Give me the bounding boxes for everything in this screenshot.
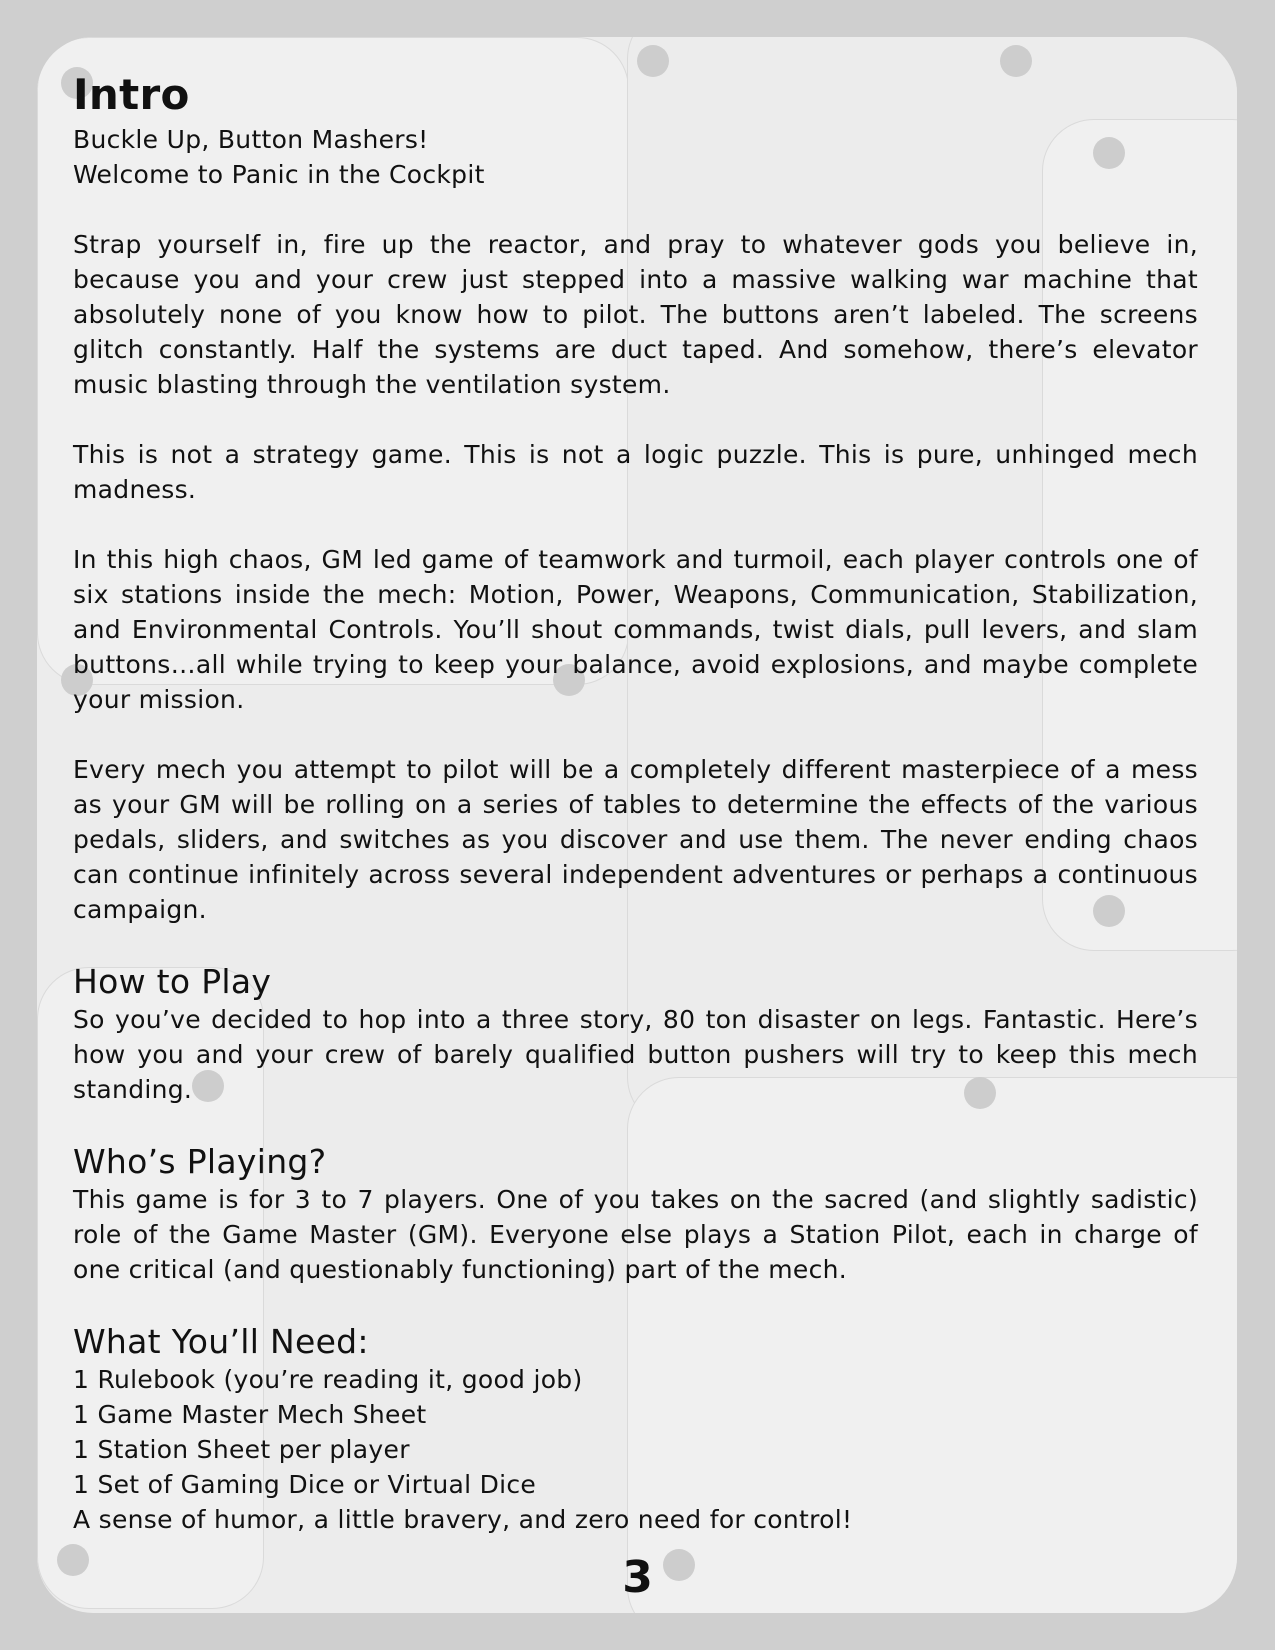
intro-subtitle: Buckle Up, Button Mashers! xyxy=(73,125,429,154)
intro-paragraph: Strap yourself in, fire up the reactor, and pray to whatever gods you believe in, because you and your crew just stepped into a massive walking war machine that absolutely none of you know how to pilot. The buttons aren’t labeled. The screens glitch constantly. Half the systems are duct taped. And somehow, there’s elevator music blasting through the ventilation system. xyxy=(73,230,1198,399)
needs-list xyxy=(73,1362,1198,1537)
whos-playing-heading: Who’s Playing? xyxy=(73,1142,327,1181)
list-item: 1 Set of Gaming Dice or Virtual Dice xyxy=(73,1470,537,1499)
how-to-play-heading: How to Play xyxy=(73,962,272,1001)
list-item: 1 Station Sheet per player xyxy=(73,1435,410,1464)
what-you-need-heading: What You’ll Need: xyxy=(73,1322,369,1361)
intro-paragraph: Every mech you attempt to pilot will be a completely different masterpiece of a mess as your GM will be rolling on a series of tables to determine the effects of the various pedals, sliders, and switches as you discover and use them. The never ending chaos can continue infinitely across several independent adventures or perhaps a continuous campaign. xyxy=(73,755,1198,924)
list-item: 1 Game Master Mech Sheet xyxy=(73,1400,427,1429)
list-item: A sense of humor, a little bravery, and zero need for control! xyxy=(73,1505,853,1534)
page-content xyxy=(73,68,1198,1537)
intro-paragraph: In this high chaos, GM led game of teamwork and turmoil, each player controls one of six stations inside the mech: Motion, Power, Weapons, Communication, Stabilization, and Environmental Controls. You’ll shout commands, twist dials, pull levers, and slam buttons…all while trying to keep your balance, avoid explosions, and maybe complete your mission. xyxy=(73,545,1198,714)
what-you-need-section xyxy=(73,1322,1198,1537)
intro-section xyxy=(73,68,1198,927)
intro-welcome-line: Welcome to Panic in the Cockpit xyxy=(73,160,485,189)
whos-playing-text: This game is for 3 to 7 players. One of you takes on the sacred (and slightly sadistic) role of the Game Master (GM). Everyone else plays a Station Pilot, each in charge of one critical (and questionably functioning) part of the mech. xyxy=(73,1185,1198,1284)
list-item: 1 Rulebook (you’re reading it, good job) xyxy=(73,1365,583,1394)
whos-playing-section xyxy=(73,1142,1198,1287)
how-to-play-section xyxy=(73,962,1198,1107)
intro-paragraph: This is not a strategy game. This is not a logic puzzle. This is pure, unhinged mech madness. xyxy=(73,440,1198,504)
intro-heading: Intro xyxy=(73,70,190,119)
how-to-play-text: So you’ve decided to hop into a three story, 80 ton disaster on legs. Fantastic. Here’s how you and your crew of barely qualified button pushers will try to keep this mech standing. xyxy=(73,1005,1198,1104)
page-number: 3 xyxy=(622,1552,653,1603)
